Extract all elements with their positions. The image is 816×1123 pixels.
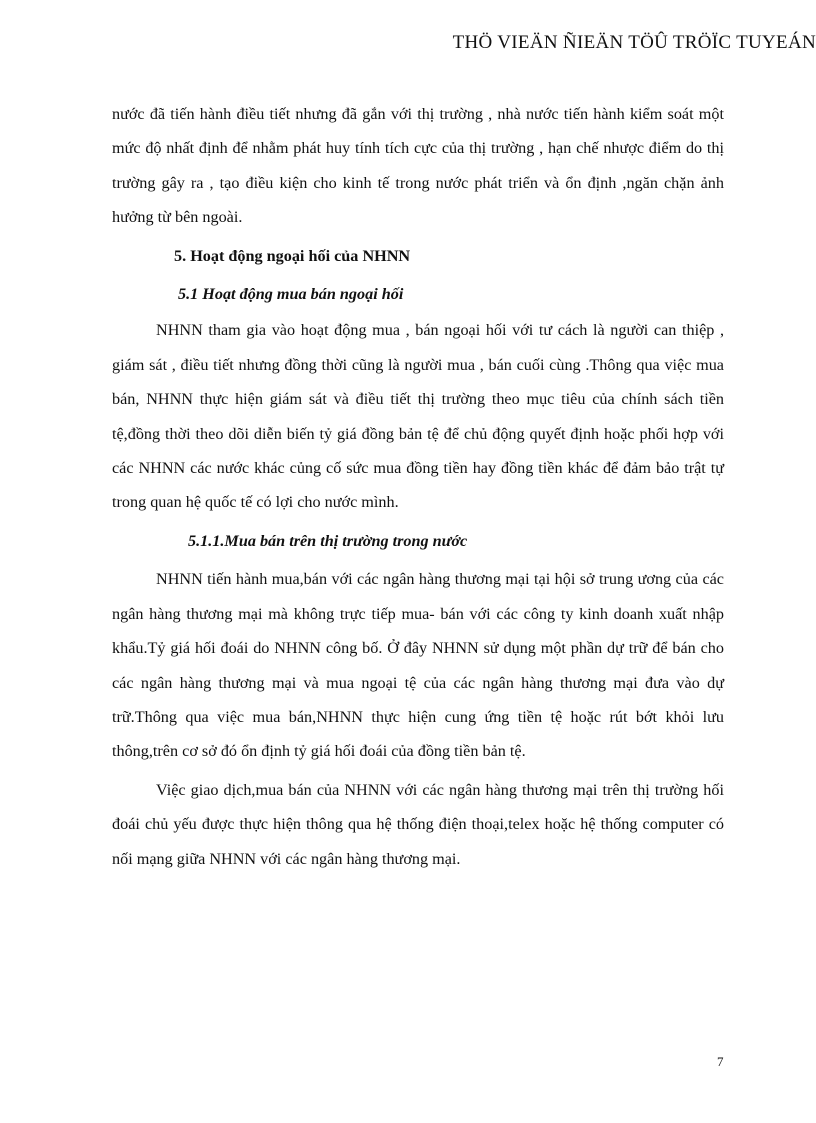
section-heading-5: 5. Hoạt động ngoại hối của NHNN xyxy=(174,246,411,265)
subsection-heading-5-1: 5.1 Hoạt động mua bán ngoại hối xyxy=(178,285,404,304)
subsection-heading-5-1-1: 5.1.1.Mua bán trên thị trường trong nước xyxy=(188,531,468,550)
paragraph-ngoai-hoi: NHNN tham gia vào hoạt động mua , bán ngoại hối với tư cách là người can thiệp , giám sát , điều tiết nhưng đồng thời cũng là người mua , bán cuối cùng .Thông qua việc mua bán, NHNN thực hiện giám sát và điều tiết thị trường theo mục tiêu của chính sách tiền tệ,đồng thời theo dõi diễn biến tỷ giá đồng bản tệ để chủ động quyết định hoặc phối hợp với các NHNN các nước khác củng cố sức mua đồng tiền hay đồng tiền khác để đảm bảo trật tự trong quan hệ quốc tế có lợi cho nước mình. xyxy=(112,321,724,512)
page-number: 7 xyxy=(717,1054,724,1069)
paragraph-continuation: nước đã tiến hành điều tiết nhưng đã gắn với thị trường , nhà nước tiến hành kiểm soát một mức độ nhất định để nhằm phát huy tính tích cực của thị trường , hạn chế nhược điểm do thị trường gây ra , tạo điều kiện cho kinh tế trong nước phát triển và ổn định ,ngăn chặn ảnh hưởng từ bên ngoài. xyxy=(112,105,724,227)
document-body xyxy=(112,97,724,876)
paragraph-trong-nuoc: NHNN tiến hành mua,bán với các ngân hàng thương mại tại hội sở trung ương của các ngân hàng thương mại mà không trực tiếp mua- bán với các công ty kinh doanh xuất nhập khẩu.Tỷ giá hối đoái do NHNN công bố. Ở đây NHNN sử dụng một phần dự trữ để bán cho các ngân hàng thương mại và mua ngoại tệ của các ngân hàng thương mại đưa vào dự trữ.Thông qua việc mua bán,NHNN thực hiện cung ứng tiền tệ hoặc rút bớt khỏi lưu thông,trên cơ sở đó ổn định tỷ giá hối đoái của đồng tiền bản tệ. xyxy=(112,570,724,761)
page-header: THÖ VIEÄN ÑIEÄN TÖÛ TRÖÏC TUYEÁN xyxy=(452,32,816,53)
paragraph-giao-dich: Việc giao dịch,mua bán của NHNN với các ngân hàng thương mại trên thị trường hối đoái chủ yếu được thực hiện thông qua hệ thống điện thoại,telex hoặc hệ thống computer có nối mạng giữa NHNN với các ngân hàng thương mại. xyxy=(112,780,724,868)
